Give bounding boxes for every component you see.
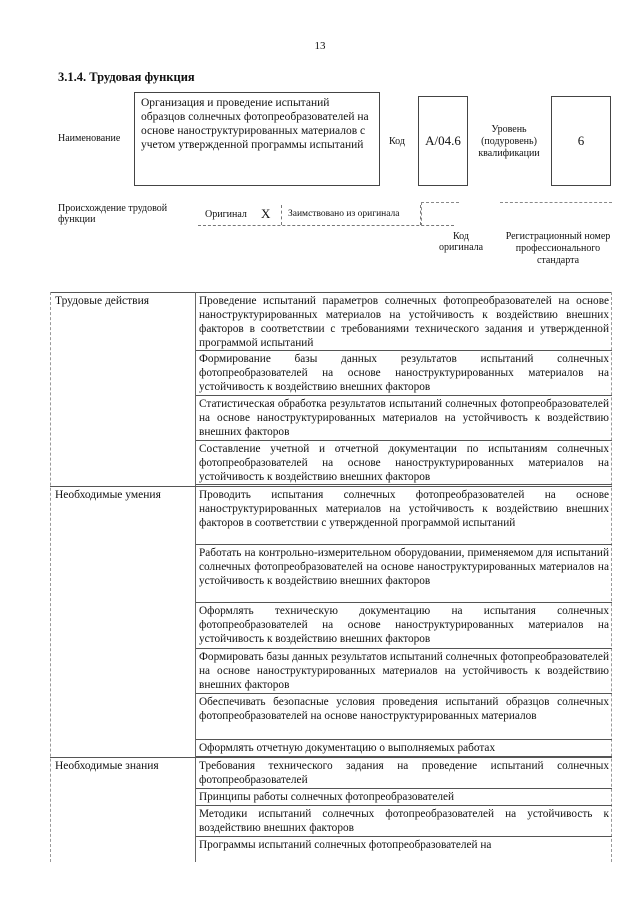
skill-item: Проводить испытания солнечных фотопреобразователей на основе наноструктурированных материалов на устойчивость к воздействию внешних факторов в соответствии с утвержденной программой испытаний	[196, 488, 612, 545]
action-item: Составление учетной и отчетной документации по испытаниям солнечных фотопреобразователей на основе наноструктурированных материалов на устойчивость к воздействию внешних факторов	[196, 442, 612, 485]
skill-item: Оформлять техническую документацию на испытания солнечных фотопреобразователей на основе наноструктурированных материалов на устойчивость к воздействию внешних факторов	[196, 604, 612, 649]
action-item: Статистическая обработка результатов испытаний солнечных фотопреобразователей на основе наноструктурированных материалов на устойчивость к воздействию внешних факторов	[196, 397, 612, 441]
code-value-box	[418, 96, 468, 186]
skill-item: Работать на контрольно-измерительном оборудовании, применяемом для испытаний солнечных фотопреобразователей на основе наноструктурированных материалов на устойчивость к воздействию внешних факторов	[196, 546, 612, 603]
table-top-line	[50, 292, 612, 293]
actions-label: Трудовые действия	[55, 295, 150, 307]
page-number: 13	[314, 40, 326, 52]
code-value: А/04.6	[425, 133, 461, 148]
knowledge-item: Требования технического задания на проведение испытаний солнечных фотопреобразователей	[196, 759, 612, 789]
knowledge-item: Принципы работы солнечных фотопреобразователей	[196, 790, 612, 806]
knowledge-item: Методики испытаний солнечных фотопреобразователей на устойчивость к воздействию внешних факторов	[196, 807, 612, 837]
borrowed-label: Заимствовано из оригинала	[288, 209, 400, 219]
knowledge-item: Программы испытаний солнечных фотопреобразователей на	[199, 839, 492, 851]
reg-number-cell	[500, 202, 612, 226]
action-item: Формирование базы данных результатов испытаний солнечных фотопреобразователей на основе наноструктурированных материалов на устойчивость к воздействию внешних факторов	[196, 352, 612, 396]
section-title: 3.1.4. Трудовая функция	[58, 70, 195, 84]
action-item: Проведение испытаний параметров солнечных фотопреобразователей на основе наноструктурированных материалов на устойчивость к воздействию внешних факторов в соответствии с требованиями технического задания и утвержденной программой испытаний	[196, 294, 612, 351]
original-mark: X	[261, 206, 271, 221]
origin-label: Происхождение трудовой функции	[58, 203, 168, 225]
knowledge-label: Необходимые знания	[55, 760, 159, 772]
skills-top-line	[50, 486, 612, 487]
knowledge-top-line	[50, 757, 612, 758]
code-original-cell	[421, 202, 459, 226]
level-value: 6	[577, 133, 585, 148]
skills-label: Необходимые умения	[55, 489, 161, 501]
name-label: Наименование	[58, 133, 121, 144]
skill-item: Оформлять отчетную документацию о выполняемых работах	[196, 741, 612, 757]
code-label: Код	[389, 136, 405, 147]
function-name-box: Организация и проведение испытаний образцов солнечных фотопреобразователей на основе наноструктурированных материалов с учетом утвержденной программы испытаний	[134, 92, 380, 186]
skill-item: Обеспечивать безопасные условия проведения испытаний образцов солнечных фотопреобразователей на основе наноструктурированных материалов	[196, 695, 612, 740]
level-label: Уровень (подуровень) квалификации	[478, 124, 540, 159]
original-label: Оригинал	[205, 209, 247, 220]
table-left-border	[50, 292, 51, 862]
code-original-label: Код оригинала	[438, 231, 484, 253]
reg-number-label: Регистрационный номер профессионального стандарта	[505, 231, 611, 266]
skill-item: Формировать базы данных результатов испытаний солнечных фотопреобразователей на основе наноструктурированных материалов на устойчивость к воздействию внешних факторов	[196, 650, 612, 694]
level-value-box	[551, 96, 611, 186]
